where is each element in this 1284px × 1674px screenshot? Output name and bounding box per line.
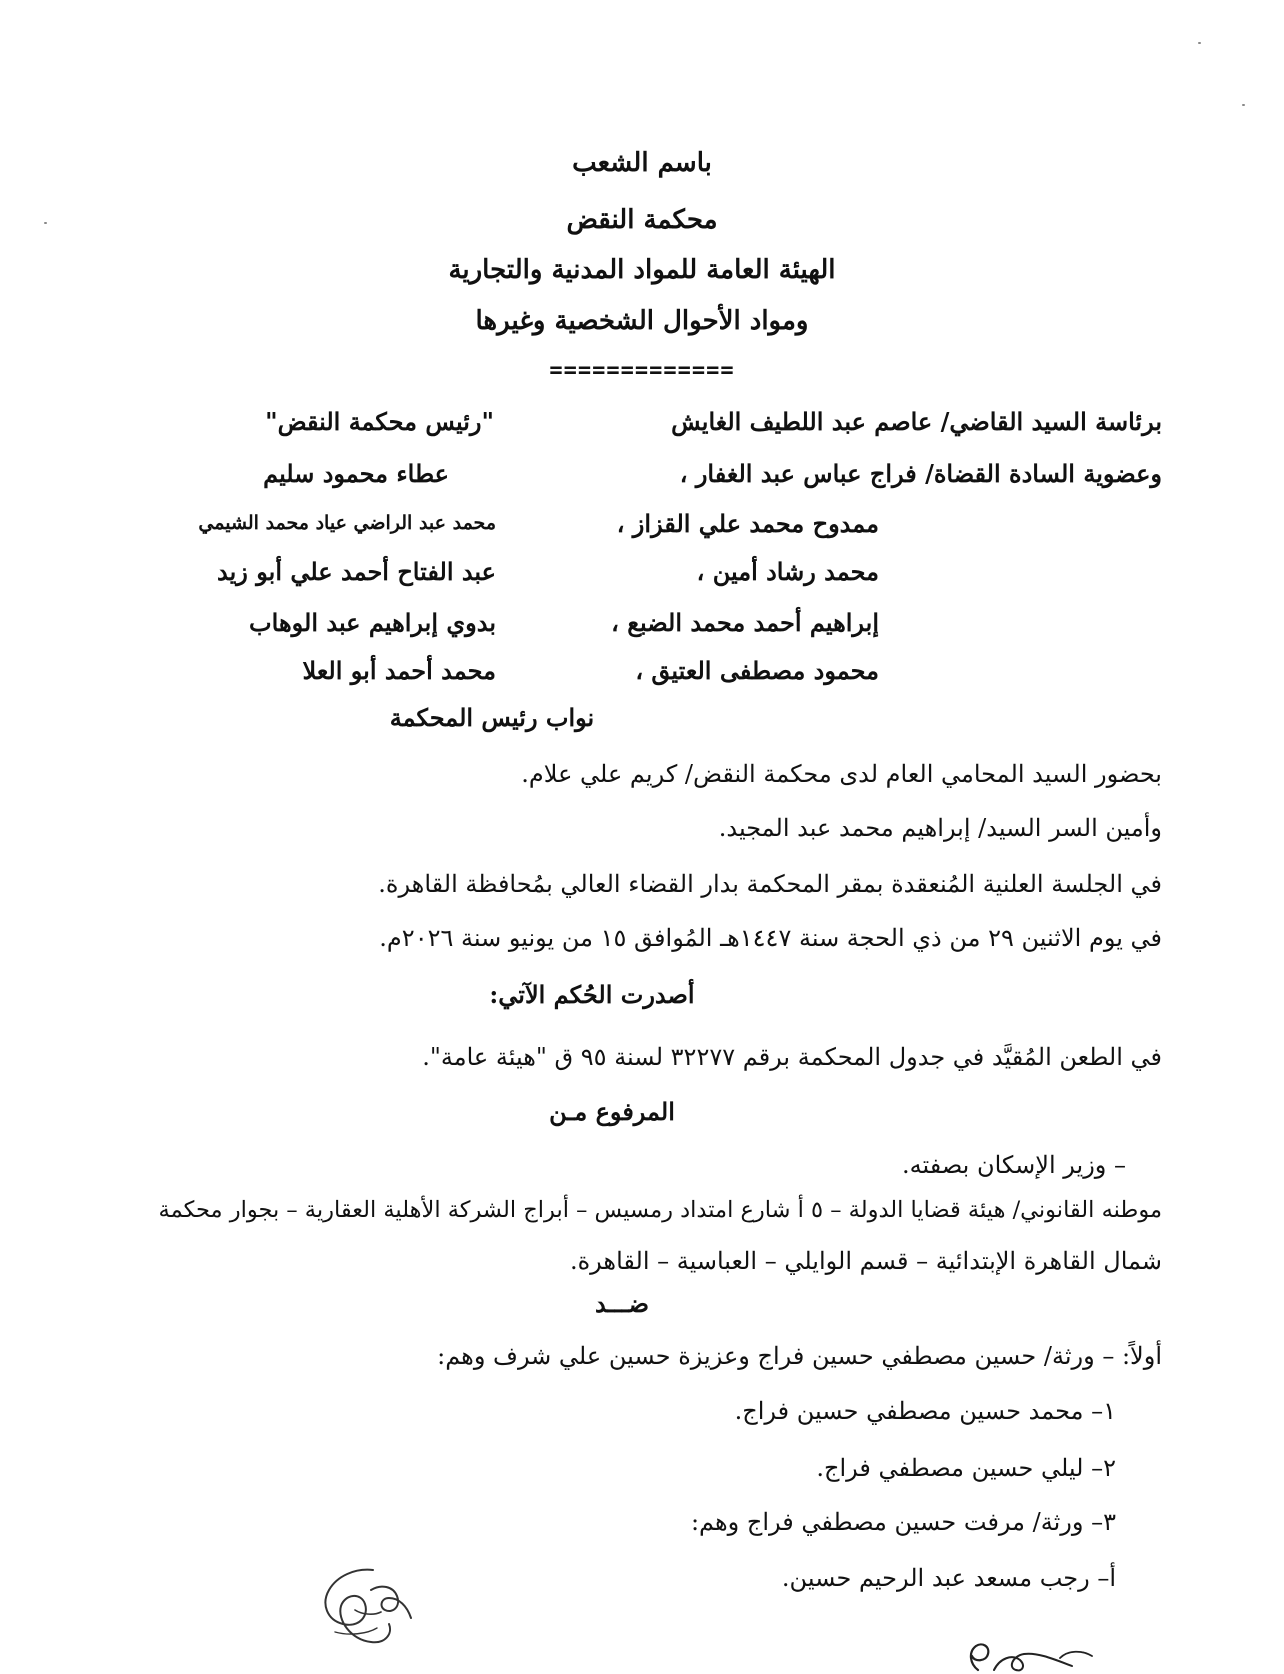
appeal-line: في الطعن المُقيَّد في جدول المحكمة برقم ٣٢٢٧٧ لسنة ٩٥ ق "هيئة عامة". [422,1043,1162,1071]
vice-presidents-label: نواب رئيس المحكمة [389,703,595,732]
member-row-2-left: عبد الفتاح أحمد علي أبو زيد [217,557,496,586]
ruling-heading: أصدرت الحُكم الآتي: [489,980,695,1009]
heirs-intro-line: أولاً: – ورثة/ حسين مصطفي حسين فراج وعزيزة حسين علي شرف وهم: [437,1342,1162,1370]
member-row-4-right: محمود مصطفى العتيق ، [635,656,879,685]
heading-general-authority: الهيئة العامة للمواد المدنية والتجارية [448,255,836,285]
address-line-2: شمال القاهرة الإبتدائية – قسم الوايلي – العباسية – القاهرة. [569,1247,1162,1275]
handwritten-signature-left [315,1562,425,1652]
heading-personal-status: ومواد الأحوال الشخصية وغيرها [475,306,809,336]
date-line: في يوم الاثنين ٢٩ من ذي الحجة سنة ١٤٤٧هـ المُوافق ١٥ من يونيو سنة ٢٠٢٦م. [379,924,1162,952]
presidency-title: "رئيس محكمة النقض" [265,407,494,436]
member-row-1-left: محمد عبد الراضي عياد محمد الشيمي [198,512,496,534]
address-line-1: موطنه القانوني/ هيئة قضايا الدولة – ٥ أ شارع امتداد رمسيس – أبراج الشركة الأهلية العقارية – بجوار محكمة [158,1197,1162,1223]
member-row-4-left: محمد أحمد أبو العلا [302,656,496,685]
heir-1-line: ١– محمد حسين مصطفي حسين فراج. [734,1397,1116,1425]
heir-3-line: ٣– ورثة/ مرفت حسين مصطفي فراج وهم: [690,1508,1116,1536]
venue-line: في الجلسة العلنية المُنعقدة بمقر المحكمة بدار القضاء العالي بمُحافظة القاهرة. [378,870,1162,898]
against-heading: ضـــد [594,1289,650,1318]
scan-speck [1242,104,1245,106]
attorney-general-line: بحضور السيد المحامي العام لدى محكمة النقض/ كريم علي علام. [521,760,1162,788]
scan-speck [1198,42,1201,44]
separator-line: ============= [549,358,735,383]
heading-court-name: محكمة النقض [566,205,718,235]
handwritten-signature-bottom [960,1640,1110,1674]
heir-3a-line: أ– رجب مسعد عبد الرحيم حسين. [781,1564,1116,1592]
scan-speck [44,222,47,224]
member-name-left: عطاء محمود سليم [263,459,449,488]
heading-in-the-name-of-the-people: باسم الشعب [572,148,712,178]
heir-2-line: ٢– ليلي حسين مصطفي فراج. [816,1454,1116,1482]
filed-by-heading: المرفوع مـن [549,1097,675,1126]
member-row-1-right: ممدوح محمد علي القزاز ، [616,509,879,538]
member-row-2-right: محمد رشاد أمين ، [696,557,879,586]
appellant-line: – وزير الإسكان بصفته. [901,1151,1126,1179]
membership-line: وعضوية السادة القضاة/ فراج عباس عبد الغفار ، [679,459,1162,488]
member-row-3-right: إبراهيم أحمد محمد الضبع ، [611,608,879,637]
member-row-3-left: بدوي إبراهيم عبد الوهاب [249,608,496,637]
presidency-line: برئاسة السيد القاضي/ عاصم عبد اللطيف الغايش [671,407,1162,436]
secretary-line: وأمين السر السيد/ إبراهيم محمد عبد المجيد. [718,814,1162,842]
